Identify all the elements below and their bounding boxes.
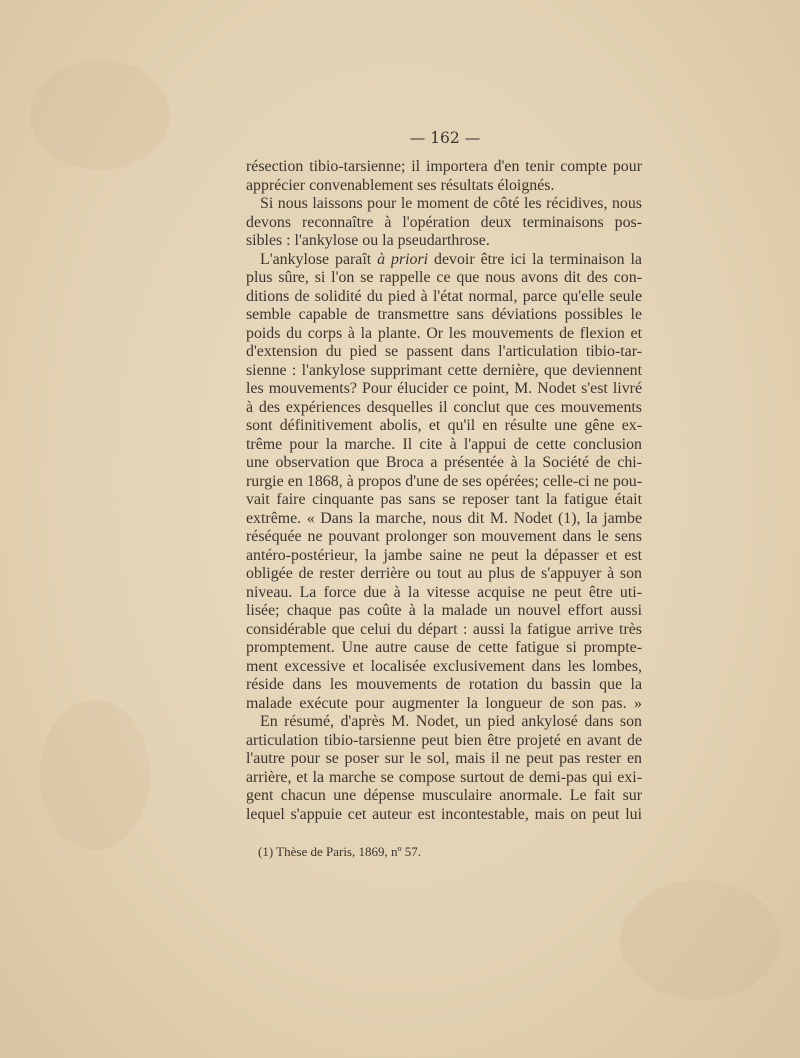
text-line: articulation tibio-tarsienne peut bien être projeté en avant de xyxy=(246,731,642,749)
footnote: (1) Thèse de Paris, 1869, nº 57. xyxy=(258,844,422,859)
text-line: sont définitivement abolis, et qu'il en résulte une gêne ex- xyxy=(246,417,642,434)
text-line: extrême. « Dans la marche, nous dit M. Nodet (1), la jambe xyxy=(246,509,642,527)
text-line: réside dans les mouvements de rotation du bassin que la xyxy=(246,676,642,693)
text-line: gent chacun une dépense musculaire anormale. Le fait sur xyxy=(246,787,642,804)
body-text xyxy=(246,158,642,824)
text-line: semble capable de transmettre sans déviations possibles le xyxy=(246,306,642,323)
text-line: promptement. Une autre cause de cette fatigue si prompte- xyxy=(246,639,642,656)
text-line: ment excessive et localisée exclusivement dans les lombes, xyxy=(246,657,642,675)
text-line: arrière, et la marche se compose surtout de demi-pas qui exi- xyxy=(246,768,642,786)
text-line: devons reconnaître à l'opération deux terminaisons pos- xyxy=(246,213,642,231)
page-number: — 162 — xyxy=(409,129,481,147)
text-line: à des expériences desquelles il conclut que ces mouvements xyxy=(246,398,642,416)
text-line: rurgie en 1868, à propos d'une de ses opérées; celle-ci ne pou- xyxy=(246,472,642,490)
text-line: trême pour la marche. Il cite à l'appui de cette conclusion xyxy=(246,435,642,453)
text-line: plus sûre, si l'on se rappelle ce que nous avons dit des con- xyxy=(246,269,642,286)
text-line: En résumé, d'après M. Nodet, un pied ankylosé dans son xyxy=(260,713,642,730)
text-line: sibles : l'ankylose ou la pseudarthrose. xyxy=(246,232,490,249)
text-line: malade exécute pour augmenter la longueur de son pas. » xyxy=(246,694,642,712)
text-line: apprécier convenablement ses résultats éloignés. xyxy=(246,176,555,194)
text-line: lisée; chaque pas coûte à la malade un nouvel effort aussi xyxy=(246,602,642,619)
text-line: résection tibio-tarsienne; il importera d'en tenir compte pour xyxy=(246,158,642,175)
text-line: l'autre pour se poser sur le sol, mais il ne peut pas rester en xyxy=(246,750,642,767)
paper-stain xyxy=(620,880,780,1000)
text-line: réséquée ne pouvant prolonger son mouvement dans le sens xyxy=(246,528,642,545)
text-line: L'ankylose paraît à priori devoir être ici la terminaison la xyxy=(260,250,642,268)
text-line: ditions de solidité du pied à l'état normal, parce qu'elle seule xyxy=(246,287,642,305)
text-line: Si nous laissons pour le moment de côté les récidives, nous xyxy=(260,195,642,212)
text-line: les mouvements? Pour élucider ce point, M. Nodet s'est livré xyxy=(246,380,642,397)
text-line: considérable que celui du départ : aussi la fatigue arrive très xyxy=(246,620,642,638)
text-line: une observation que Broca a présentée à la Société de chi- xyxy=(246,454,642,471)
text-line: obligée de rester derrière ou tout au plus de s'appuyer à son xyxy=(246,565,642,582)
text-line: d'extension du pied se passent dans l'articulation tibio-tar- xyxy=(246,343,642,360)
paper-stain xyxy=(40,700,150,850)
paper-stain xyxy=(30,60,170,170)
text-line: poids du corps à la plante. Or les mouvements de flexion et xyxy=(246,324,642,342)
text-line: antéro-postérieur, la jambe saine ne peut la dépasser et est xyxy=(246,546,642,564)
text-line: sienne : l'ankylose supprimant cette dernière, que deviennent xyxy=(246,361,642,379)
text-line: vait faire cinquante pas sans se reposer tant la fatigue était xyxy=(246,491,642,508)
text-line: lequel s'appuie cet auteur est incontestable, mais on peut lui xyxy=(246,805,642,823)
text-line: niveau. La force due à la vitesse acquise ne peut être uti- xyxy=(246,583,642,601)
